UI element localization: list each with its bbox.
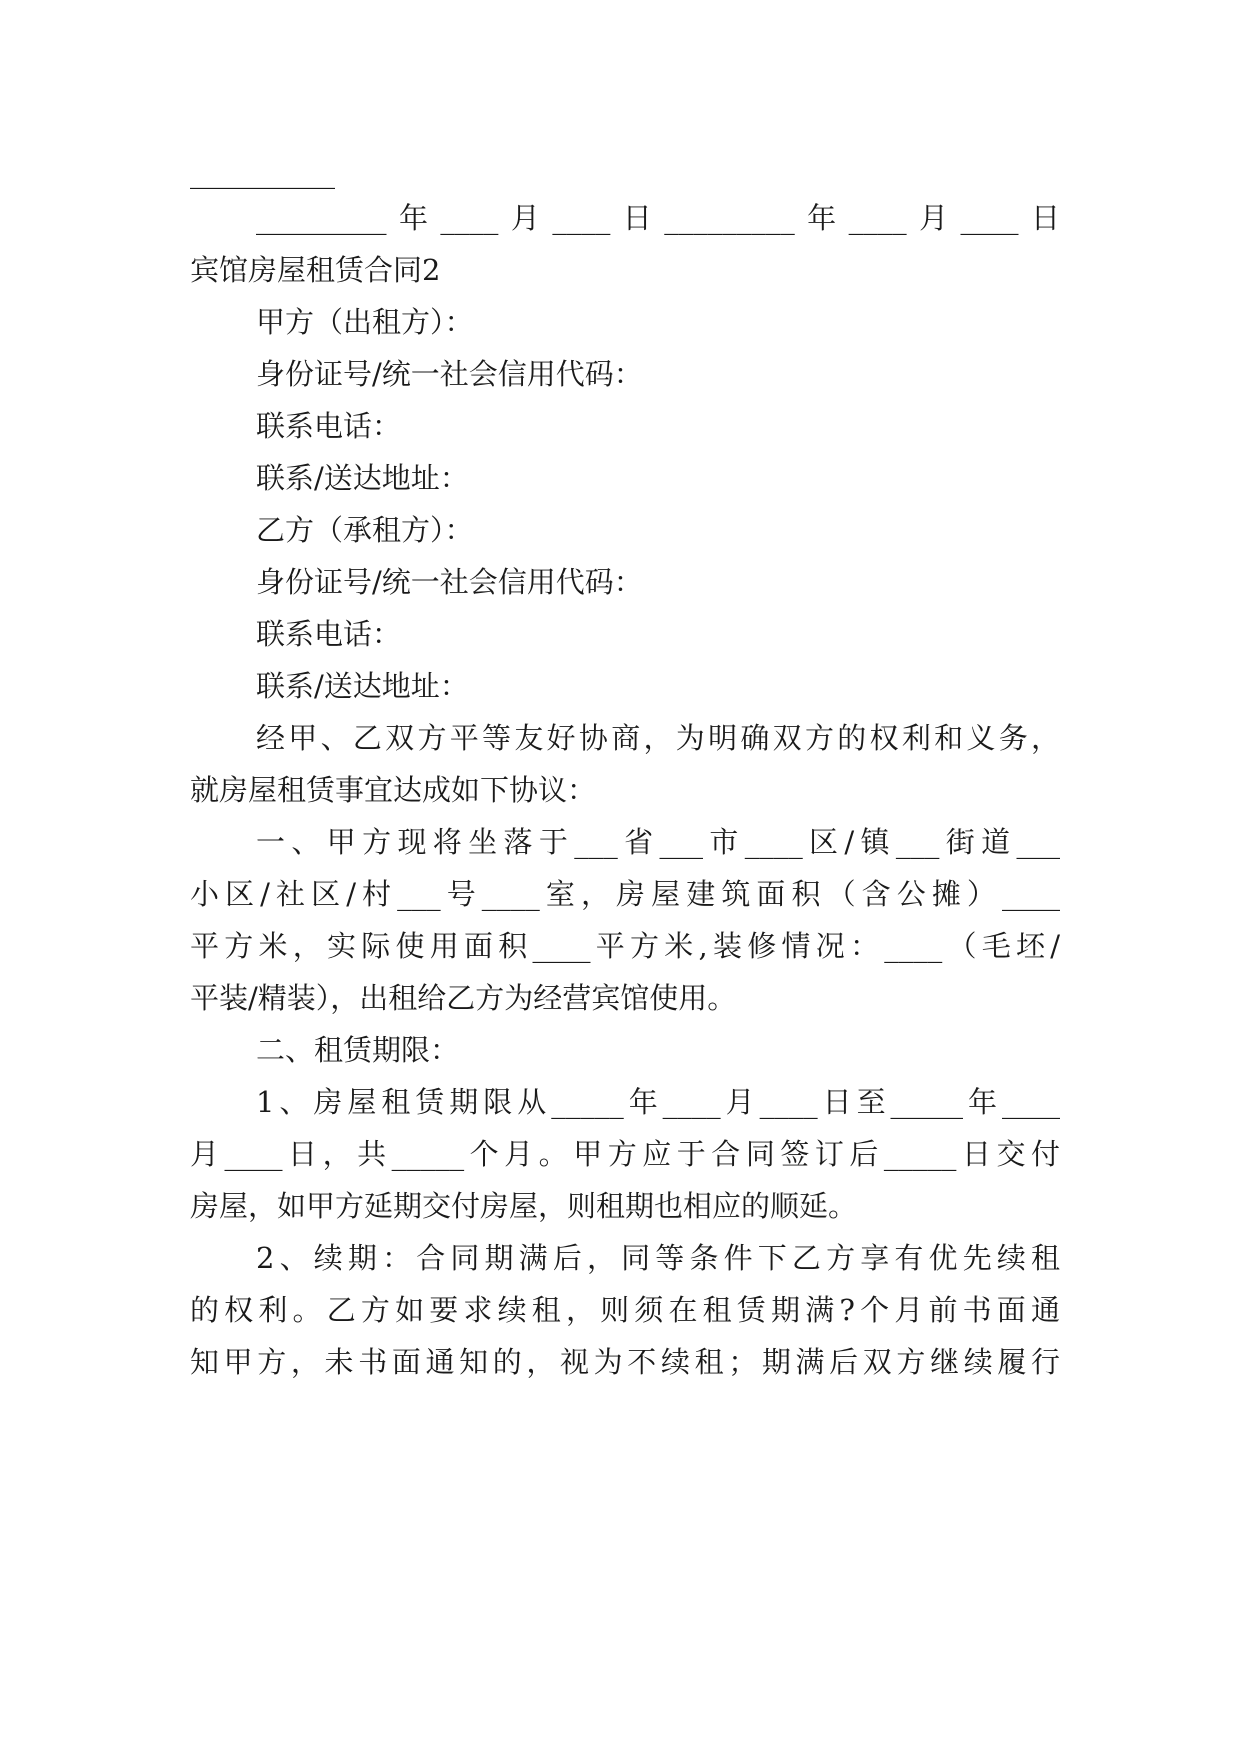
clause-2-1-line-2: 月____日，共_____个月。甲方应于合同签订后_____日交付 — [190, 1137, 1060, 1171]
clause-2-2-line-3: 知甲方，未书面通知的，视为不续租；期满后双方继续履行 — [190, 1345, 1060, 1379]
party-b-id-label: 身份证号/统一社会信用代码： — [256, 565, 643, 599]
clause-2-heading: 二、租赁期限： — [256, 1033, 460, 1067]
party-a-label: 甲方（出租方）： — [256, 305, 474, 339]
clause-2-2-line-2: 的权利。乙方如要求续租，则须在租赁期满?个月前书面通 — [190, 1293, 1060, 1327]
clause-1-line-4: 平装/精装），出租给乙方为经营宾馆使用。 — [190, 981, 737, 1015]
party-b-label: 乙方（承租方）： — [256, 513, 474, 547]
preamble-line-2: 就房屋租赁事宜达成如下协议： — [190, 773, 597, 807]
party-a-phone-label: 联系电话： — [256, 409, 402, 443]
clause-2-1-line-1: 1、房屋租赁期限从_____年____月____日至_____年____ — [256, 1085, 1060, 1119]
blank-underline: __________ — [190, 155, 335, 189]
clause-1-line-1: 一、甲方现将坐落于___省___市____区/镇___街道___ — [256, 825, 1060, 859]
party-b-address-label: 联系/送达地址： — [256, 669, 469, 703]
contract-title: 宾馆房屋租赁合同2 — [190, 253, 441, 287]
clause-2-2-line-1: 2、续期：合同期满后，同等条件下乙方享有优先续租 — [256, 1241, 1060, 1275]
clause-1-line-2: 小区/社区/村___号____室，房屋建筑面积（含公摊）____ — [190, 877, 1060, 911]
clause-1-line-3: 平方米，实际使用面积____平方米,装修情况：____（毛坯/ — [190, 929, 1060, 963]
clause-2-1-line-3: 房屋，如甲方延期交付房屋，则租期也相应的顺延。 — [190, 1189, 858, 1223]
party-a-address-label: 联系/送达地址： — [256, 461, 469, 495]
party-a-id-label: 身份证号/统一社会信用代码： — [256, 357, 643, 391]
party-b-phone-label: 联系电话： — [256, 617, 402, 651]
signature-date-line: _________年____月____日_________年____月____日 — [256, 201, 1060, 235]
preamble-line-1: 经甲、乙双方平等友好协商，为明确双方的权利和义务， — [256, 721, 1060, 755]
